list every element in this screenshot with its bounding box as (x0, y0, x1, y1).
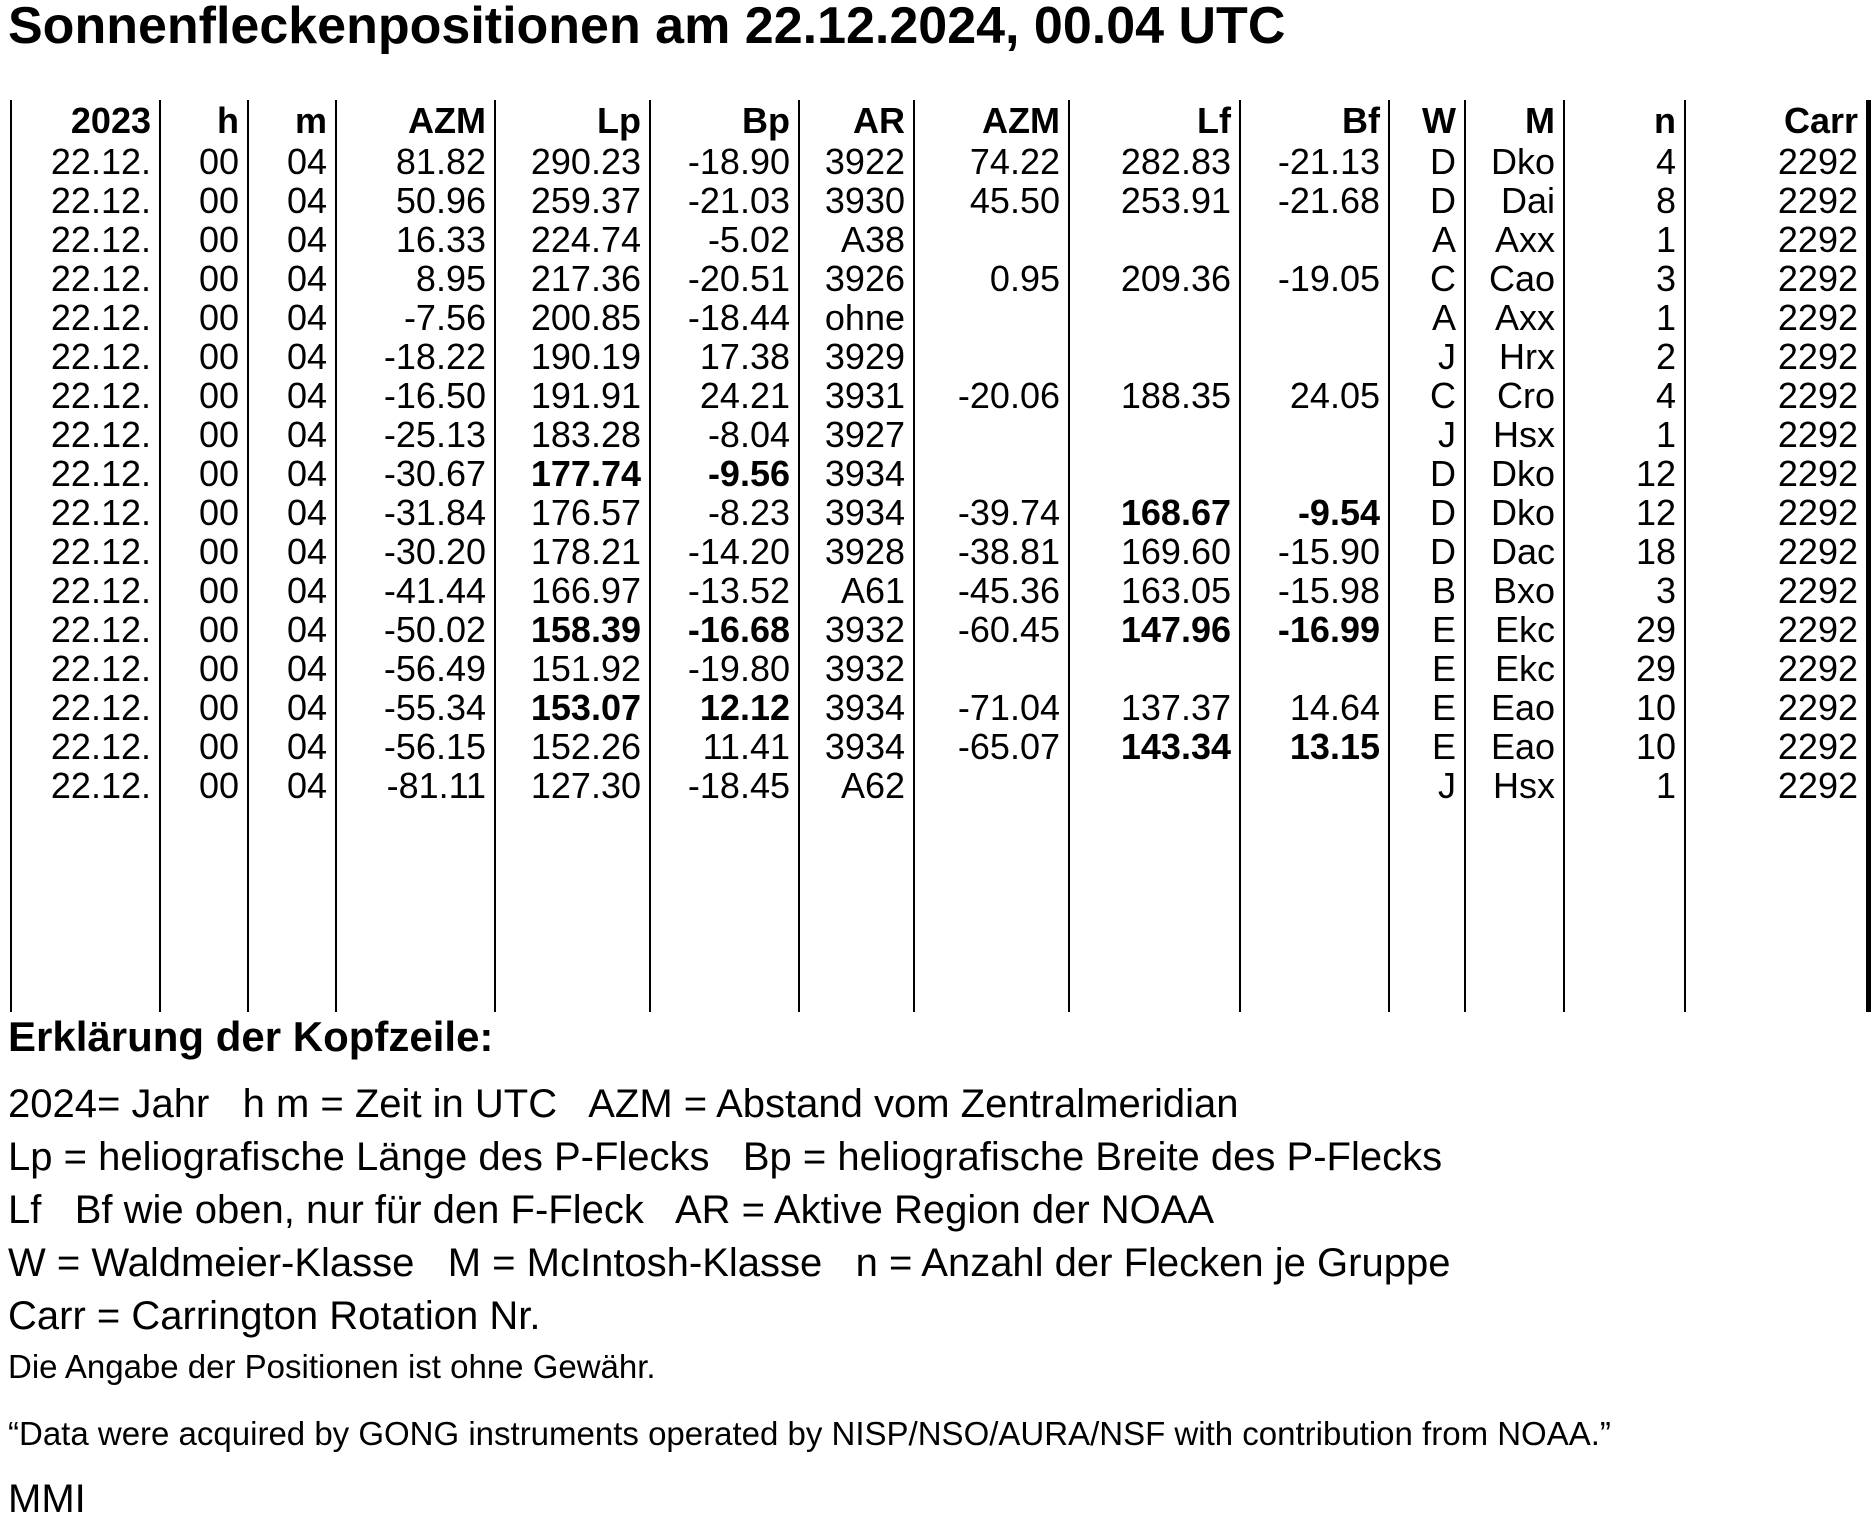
table-cell: -18.45 (650, 766, 799, 805)
table-cell: Dko (1465, 493, 1564, 532)
table-cell: 290.23 (495, 142, 650, 181)
table-cell: 22.12. (11, 376, 160, 415)
table-cell: 00 (160, 688, 248, 727)
table-cell: 217.36 (495, 259, 650, 298)
table-cell: 3 (1564, 259, 1685, 298)
table-cell (336, 805, 495, 1012)
table-cell (160, 805, 248, 1012)
table-cell: 00 (160, 571, 248, 610)
table-cell (1389, 805, 1465, 1012)
table-cell: A62 (799, 766, 914, 805)
table-row (11, 727, 1869, 766)
table-cell: 152.26 (495, 727, 650, 766)
table-cell: -25.13 (336, 415, 495, 454)
page-title: Sonnenfleckenpositionen am 22.12.2024, 00.04 UTC (8, 0, 1286, 55)
table-cell: 14.64 (1240, 688, 1389, 727)
table-cell: 04 (248, 532, 336, 571)
table-cell: 22.12. (11, 766, 160, 805)
table-cell: 183.28 (495, 415, 650, 454)
table-cell: 12 (1564, 454, 1685, 493)
credit-text: “Data were acquired by GONG instruments operated by NISP/NSO/AURA/NSF with contribution from NOAA.” (8, 1415, 1611, 1452)
table-cell (1069, 298, 1240, 337)
table-cell: 3934 (799, 727, 914, 766)
table-cell: 04 (248, 454, 336, 493)
table-cell: -9.56 (650, 454, 799, 493)
column-header: Lp (495, 100, 650, 142)
table-cell: C (1389, 259, 1465, 298)
table-cell: Cao (1465, 259, 1564, 298)
table-cell: 2292 (1685, 688, 1869, 727)
table-cell: E (1389, 649, 1465, 688)
disclaimer-text: Die Angabe der Positionen ist ohne Gewähr. (8, 1348, 656, 1385)
table-cell: -55.34 (336, 688, 495, 727)
legend-heading: Erklärung der Kopfzeile: (8, 1013, 494, 1060)
legend-line: Carr = Carrington Rotation Nr. (8, 1294, 541, 1338)
table-cell: -81.11 (336, 766, 495, 805)
table-cell: -30.20 (336, 532, 495, 571)
table-cell: 158.39 (495, 610, 650, 649)
table-row (11, 337, 1869, 376)
column-header: Lf (1069, 100, 1240, 142)
table-cell: ohne (799, 298, 914, 337)
table-cell (1069, 220, 1240, 259)
table-cell: Hsx (1465, 415, 1564, 454)
table-cell (914, 298, 1069, 337)
table-cell: -21.03 (650, 181, 799, 220)
table-cell: -60.45 (914, 610, 1069, 649)
header-row (11, 100, 1869, 142)
table-cell: -16.68 (650, 610, 799, 649)
table-cell: 1 (1564, 298, 1685, 337)
sunspot-position-table (10, 100, 1871, 1012)
table-filler-row (11, 805, 1869, 1012)
table-cell: 259.37 (495, 181, 650, 220)
legend-line: Lp = heliografische Länge des P-Flecks Bp = heliografische Breite des P-Flecks (8, 1135, 1443, 1179)
table-cell: 12 (1564, 493, 1685, 532)
legend-line: W = Waldmeier-Klasse M = McIntosh-Klasse n = Anzahl der Flecken je Gruppe (8, 1241, 1451, 1285)
table-cell: 2292 (1685, 493, 1869, 532)
table-cell: 153.07 (495, 688, 650, 727)
table-cell: -45.36 (914, 571, 1069, 610)
table-cell: J (1389, 415, 1465, 454)
table-cell: -18.22 (336, 337, 495, 376)
legend-line: 2024= Jahr h m = Zeit in UTC AZM = Abstand vom Zentralmeridian (8, 1082, 1239, 1126)
table-cell (1069, 415, 1240, 454)
table-cell: E (1389, 688, 1465, 727)
table-cell: -21.13 (1240, 142, 1389, 181)
column-header: m (248, 100, 336, 142)
table-cell: 2 (1564, 337, 1685, 376)
table-cell: 137.37 (1069, 688, 1240, 727)
table-cell (799, 805, 914, 1012)
table-cell: Bxo (1465, 571, 1564, 610)
table-cell: -18.44 (650, 298, 799, 337)
table-cell: 1 (1564, 220, 1685, 259)
table-cell: 169.60 (1069, 532, 1240, 571)
table-cell: 00 (160, 220, 248, 259)
table-cell: 2292 (1685, 376, 1869, 415)
table-cell: 200.85 (495, 298, 650, 337)
table-row (11, 376, 1869, 415)
table-cell: 00 (160, 727, 248, 766)
table-cell: 29 (1564, 649, 1685, 688)
table-cell: 13.15 (1240, 727, 1389, 766)
table-cell: -14.20 (650, 532, 799, 571)
table-cell (1240, 454, 1389, 493)
table-cell: 22.12. (11, 610, 160, 649)
table-cell: Eao (1465, 727, 1564, 766)
table-cell: 04 (248, 649, 336, 688)
table-cell: Axx (1465, 220, 1564, 259)
table-cell: 04 (248, 493, 336, 532)
table-cell: 04 (248, 220, 336, 259)
table-row (11, 688, 1869, 727)
table-head (11, 100, 1869, 142)
table-row (11, 259, 1869, 298)
table-cell: 04 (248, 727, 336, 766)
table-cell: Dko (1465, 142, 1564, 181)
table-cell: Dai (1465, 181, 1564, 220)
table-cell: 282.83 (1069, 142, 1240, 181)
table-cell: -20.06 (914, 376, 1069, 415)
table-cell: 00 (160, 298, 248, 337)
table-cell (650, 805, 799, 1012)
table-cell (1685, 805, 1869, 1012)
table-cell: 22.12. (11, 571, 160, 610)
table-cell: Hrx (1465, 337, 1564, 376)
table-cell: 22.12. (11, 337, 160, 376)
table-cell: 191.91 (495, 376, 650, 415)
table-cell: 2292 (1685, 181, 1869, 220)
table-cell: 00 (160, 532, 248, 571)
table-cell: 147.96 (1069, 610, 1240, 649)
table-cell: 188.35 (1069, 376, 1240, 415)
table-cell: Eao (1465, 688, 1564, 727)
table-cell: 10 (1564, 688, 1685, 727)
table-cell: -19.80 (650, 649, 799, 688)
table-cell: 04 (248, 376, 336, 415)
table-cell: 2292 (1685, 649, 1869, 688)
table-cell (1240, 649, 1389, 688)
table-cell: 1 (1564, 766, 1685, 805)
table-cell: 3929 (799, 337, 914, 376)
table-cell: -8.23 (650, 493, 799, 532)
table-cell: 45.50 (914, 181, 1069, 220)
table-cell: 04 (248, 766, 336, 805)
table-cell: 04 (248, 142, 336, 181)
table-cell: 176.57 (495, 493, 650, 532)
table-row (11, 142, 1869, 181)
table-cell: 04 (248, 298, 336, 337)
table-cell: 04 (248, 259, 336, 298)
table-cell: 209.36 (1069, 259, 1240, 298)
table-cell: -39.74 (914, 493, 1069, 532)
table-cell: -50.02 (336, 610, 495, 649)
table-cell: 163.05 (1069, 571, 1240, 610)
table-cell (1069, 454, 1240, 493)
table-cell: 3934 (799, 493, 914, 532)
table-cell: A (1389, 298, 1465, 337)
table-cell: 2292 (1685, 220, 1869, 259)
table-cell: -41.44 (336, 571, 495, 610)
table-cell: 16.33 (336, 220, 495, 259)
table-cell: 3934 (799, 688, 914, 727)
table-cell: C (1389, 376, 1465, 415)
table-cell (1240, 805, 1389, 1012)
table-cell: 04 (248, 415, 336, 454)
table-cell: J (1389, 766, 1465, 805)
table-cell: E (1389, 727, 1465, 766)
table-cell: 4 (1564, 142, 1685, 181)
table-cell: 10 (1564, 727, 1685, 766)
table-cell: Dac (1465, 532, 1564, 571)
table-cell (914, 805, 1069, 1012)
table-cell (914, 337, 1069, 376)
table-cell: D (1389, 454, 1465, 493)
table-cell: -21.68 (1240, 181, 1389, 220)
table-cell: 24.05 (1240, 376, 1389, 415)
column-header: Carr (1685, 100, 1869, 142)
table-cell: 151.92 (495, 649, 650, 688)
table-cell: 22.12. (11, 649, 160, 688)
table-cell: -30.67 (336, 454, 495, 493)
table-cell: Ekc (1465, 649, 1564, 688)
table-cell: 3930 (799, 181, 914, 220)
column-header: AZM (914, 100, 1069, 142)
table-cell: 17.38 (650, 337, 799, 376)
table-cell: 22.12. (11, 142, 160, 181)
table-cell: -65.07 (914, 727, 1069, 766)
table-cell: -20.51 (650, 259, 799, 298)
table-cell: 2292 (1685, 337, 1869, 376)
table-cell: Hsx (1465, 766, 1564, 805)
table-cell (1240, 337, 1389, 376)
table-cell: 3922 (799, 142, 914, 181)
table-cell: 00 (160, 259, 248, 298)
table-cell: 04 (248, 688, 336, 727)
table-cell: 00 (160, 454, 248, 493)
table-cell: 178.21 (495, 532, 650, 571)
table-cell: 22.12. (11, 493, 160, 532)
table-cell: 00 (160, 181, 248, 220)
table-cell: 2292 (1685, 610, 1869, 649)
table-cell: E (1389, 610, 1465, 649)
column-header: h (160, 100, 248, 142)
table-cell (1069, 805, 1240, 1012)
table-cell: 04 (248, 337, 336, 376)
table-row (11, 649, 1869, 688)
table-cell: 00 (160, 649, 248, 688)
table-cell: 00 (160, 610, 248, 649)
table-cell: Cro (1465, 376, 1564, 415)
legend-lines (8, 1078, 1450, 1343)
table-cell: 22.12. (11, 220, 160, 259)
table-cell: 29 (1564, 610, 1685, 649)
table-cell: 22.12. (11, 298, 160, 337)
table-cell (914, 766, 1069, 805)
table-cell: 50.96 (336, 181, 495, 220)
table-cell: 00 (160, 142, 248, 181)
column-header: AR (799, 100, 914, 142)
table-cell: 2292 (1685, 571, 1869, 610)
table-cell: -16.50 (336, 376, 495, 415)
table-cell: 4 (1564, 376, 1685, 415)
table-cell: D (1389, 142, 1465, 181)
table-cell: 24.21 (650, 376, 799, 415)
table-cell: 166.97 (495, 571, 650, 610)
table-cell: A38 (799, 220, 914, 259)
table-cell (1069, 766, 1240, 805)
table-cell: 00 (160, 376, 248, 415)
table-cell: 22.12. (11, 259, 160, 298)
table-cell: 2292 (1685, 766, 1869, 805)
table-cell: 12.12 (650, 688, 799, 727)
column-header: 2023 (11, 100, 160, 142)
table-cell: A61 (799, 571, 914, 610)
table-cell (248, 805, 336, 1012)
table-cell: 04 (248, 181, 336, 220)
table-row (11, 571, 1869, 610)
column-header: M (1465, 100, 1564, 142)
table-row (11, 766, 1869, 805)
table-cell: A (1389, 220, 1465, 259)
table-cell: 18 (1564, 532, 1685, 571)
table-cell (11, 805, 160, 1012)
table-cell: D (1389, 181, 1465, 220)
table-cell: 224.74 (495, 220, 650, 259)
table-cell: -13.52 (650, 571, 799, 610)
table-cell: 2292 (1685, 415, 1869, 454)
table-cell: 3934 (799, 454, 914, 493)
table-cell: 22.12. (11, 454, 160, 493)
table-cell: J (1389, 337, 1465, 376)
table-cell: -56.49 (336, 649, 495, 688)
table-cell: 2292 (1685, 727, 1869, 766)
table-cell: 3 (1564, 571, 1685, 610)
table-cell: 8.95 (336, 259, 495, 298)
table-cell: 04 (248, 571, 336, 610)
table-cell: -38.81 (914, 532, 1069, 571)
table-cell: 3928 (799, 532, 914, 571)
table-cell: -16.99 (1240, 610, 1389, 649)
table-cell: 190.19 (495, 337, 650, 376)
table-cell: 00 (160, 337, 248, 376)
column-header: n (1564, 100, 1685, 142)
table-row (11, 454, 1869, 493)
table-cell: 2292 (1685, 298, 1869, 337)
table-cell: -15.90 (1240, 532, 1389, 571)
table-cell: 2292 (1685, 532, 1869, 571)
table-cell: Dko (1465, 454, 1564, 493)
table-cell: 81.82 (336, 142, 495, 181)
table-cell: 0.95 (914, 259, 1069, 298)
table-cell: 2292 (1685, 454, 1869, 493)
table-cell: Axx (1465, 298, 1564, 337)
table-cell: 168.67 (1069, 493, 1240, 532)
table-cell: -31.84 (336, 493, 495, 532)
table-cell: -56.15 (336, 727, 495, 766)
table-cell: 11.41 (650, 727, 799, 766)
table-cell: 22.12. (11, 688, 160, 727)
table-cell (914, 415, 1069, 454)
table-row (11, 532, 1869, 571)
table-row (11, 493, 1869, 532)
table-cell: 177.74 (495, 454, 650, 493)
column-header: Bp (650, 100, 799, 142)
table-cell: D (1389, 532, 1465, 571)
table-cell: 3932 (799, 649, 914, 688)
table-cell: 00 (160, 766, 248, 805)
table-cell: -8.04 (650, 415, 799, 454)
table-cell: 22.12. (11, 415, 160, 454)
table-cell (1465, 805, 1564, 1012)
table-row (11, 298, 1869, 337)
table-cell: 22.12. (11, 727, 160, 766)
table-cell (1240, 298, 1389, 337)
table-cell (1240, 766, 1389, 805)
table-cell (1240, 220, 1389, 259)
table-cell: 22.12. (11, 181, 160, 220)
table-cell: 3931 (799, 376, 914, 415)
table-cell: 00 (160, 493, 248, 532)
table-cell: 04 (248, 610, 336, 649)
column-header: Bf (1240, 100, 1389, 142)
table-cell: 74.22 (914, 142, 1069, 181)
table-cell: -9.54 (1240, 493, 1389, 532)
table-cell (914, 649, 1069, 688)
table-cell: -7.56 (336, 298, 495, 337)
table-cell (1069, 649, 1240, 688)
table-cell: 127.30 (495, 766, 650, 805)
table-cell: -15.98 (1240, 571, 1389, 610)
table-cell: 2292 (1685, 142, 1869, 181)
table-row (11, 220, 1869, 259)
table-cell: 22.12. (11, 532, 160, 571)
table-cell: -18.90 (650, 142, 799, 181)
table-cell: -5.02 (650, 220, 799, 259)
table-cell: B (1389, 571, 1465, 610)
table-body (11, 142, 1869, 1012)
table-row (11, 181, 1869, 220)
table-cell (914, 220, 1069, 259)
table-cell: 8 (1564, 181, 1685, 220)
table-cell: 143.34 (1069, 727, 1240, 766)
table-cell: 3932 (799, 610, 914, 649)
table-cell: -19.05 (1240, 259, 1389, 298)
table-cell: 3927 (799, 415, 914, 454)
legend-line: Lf Bf wie oben, nur für den F-Fleck AR = Aktive Region der NOAA (8, 1188, 1215, 1232)
table-cell (1240, 415, 1389, 454)
table-row (11, 415, 1869, 454)
table-cell: Ekc (1465, 610, 1564, 649)
column-header: AZM (336, 100, 495, 142)
table-cell: 00 (160, 415, 248, 454)
table-cell: 3926 (799, 259, 914, 298)
table-cell: 253.91 (1069, 181, 1240, 220)
table-cell: 1 (1564, 415, 1685, 454)
table-row (11, 610, 1869, 649)
table-cell (1069, 337, 1240, 376)
table-cell: -71.04 (914, 688, 1069, 727)
column-header: W (1389, 100, 1465, 142)
table-cell: 2292 (1685, 259, 1869, 298)
signature-text: MMI (8, 1477, 86, 1521)
table-cell: D (1389, 493, 1465, 532)
table-cell (495, 805, 650, 1012)
table-cell (1564, 805, 1685, 1012)
table-cell (914, 454, 1069, 493)
